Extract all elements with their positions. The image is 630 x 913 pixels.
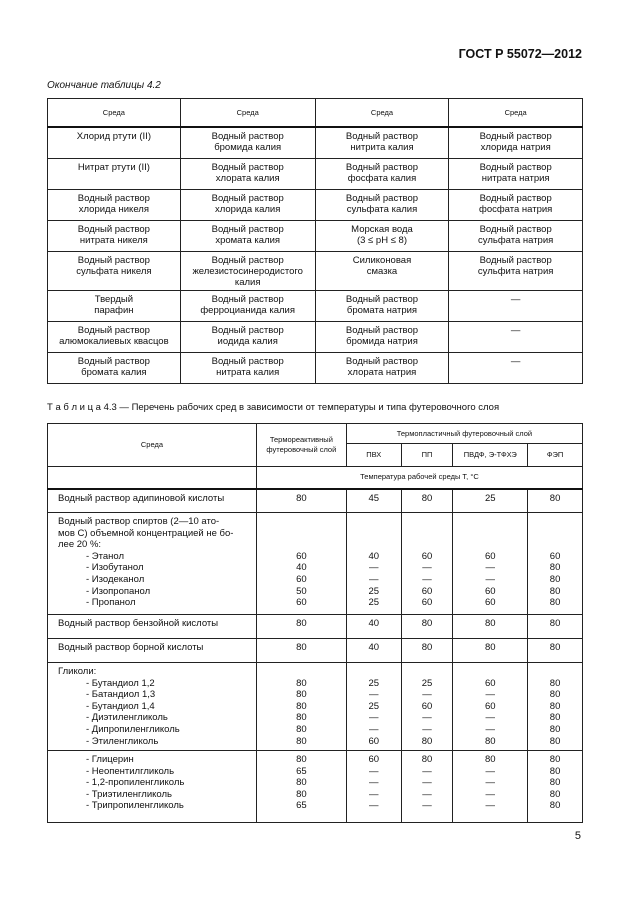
value: — xyxy=(368,712,379,724)
value: 25 xyxy=(368,700,380,712)
medium-line: - Этиленгликоль xyxy=(86,735,159,747)
table-cell: Водный раствор бромата калия xyxy=(48,352,181,383)
table-cell: Водный раствор сульфата никеля xyxy=(48,251,181,290)
value-cell xyxy=(528,513,583,615)
table-row xyxy=(48,352,583,383)
value: 80 xyxy=(549,677,561,689)
value xyxy=(528,516,582,528)
value xyxy=(402,666,453,678)
table-cell: Водный раствор хлората натрия xyxy=(315,352,449,383)
medium-line: - Триэтиленгликоль xyxy=(86,788,172,800)
value: 80 xyxy=(549,585,561,597)
value: — xyxy=(422,573,432,585)
value-cell xyxy=(528,663,583,751)
table-4-3-caption: Т а б л и ц а 4.3 — Перечень рабочих сред в зависимости от температуры и типа футеровочного слоя xyxy=(47,402,500,413)
value: 80 xyxy=(296,677,307,689)
value: — xyxy=(368,723,379,735)
table-cell: Водный раствор хромата калия xyxy=(180,220,315,251)
value: 80 xyxy=(421,492,433,504)
medium-line: - Бутандиол 1,2 xyxy=(86,677,155,689)
value: — xyxy=(485,723,496,735)
value: — xyxy=(422,689,432,701)
value: — xyxy=(368,573,379,585)
medium-line: Водный раствор бензойной кислоты xyxy=(58,618,219,629)
medium-line: мов С) объемной концентрацией не бо- xyxy=(58,527,234,539)
table-cell: Водный раствор бромида натрия xyxy=(315,321,449,352)
value: — xyxy=(368,777,379,789)
value: 80 xyxy=(296,689,307,701)
value: 60 xyxy=(368,735,380,747)
value: — xyxy=(485,800,496,812)
value-cell xyxy=(528,615,583,639)
value-cell xyxy=(528,489,583,513)
table-row xyxy=(48,489,583,513)
value-cell xyxy=(401,615,453,639)
value: 80 xyxy=(549,573,561,585)
value: — xyxy=(485,712,496,724)
value-cell xyxy=(346,513,401,615)
table-4-2-header-cell: Среда xyxy=(180,99,315,128)
medium-line: - Изодеканол xyxy=(86,573,145,585)
value: — xyxy=(422,562,432,574)
value-cell xyxy=(256,663,346,751)
table-4-3 xyxy=(47,423,583,823)
value-cell xyxy=(453,615,528,639)
value: 80 xyxy=(549,723,561,735)
value: 80 xyxy=(421,642,433,653)
value: 60 xyxy=(296,597,307,609)
value: 60 xyxy=(296,573,307,585)
value xyxy=(453,539,527,551)
document-code: ГОСТ Р 55072—2012 xyxy=(458,47,582,61)
value: 80 xyxy=(549,642,561,653)
value: 80 xyxy=(549,765,561,777)
table-cell: Нитрат ртути (II) xyxy=(48,158,181,189)
value xyxy=(528,539,582,551)
medium-line: - Батандиол 1,3 xyxy=(86,689,156,701)
medium-line: - 1,2-пропиленгликоль xyxy=(86,777,185,789)
value: 80 xyxy=(549,777,561,789)
value: 25 xyxy=(368,677,380,689)
value: 60 xyxy=(368,754,380,765)
medium-cell xyxy=(48,639,257,663)
medium-line: - Дипропиленгликоль xyxy=(86,723,180,735)
value-cell xyxy=(346,639,401,663)
value: 25 xyxy=(368,585,380,597)
table-row xyxy=(48,220,583,251)
medium-line: - Глицерин xyxy=(86,754,134,765)
table-cell: Водный раствор нитрита калия xyxy=(315,127,449,158)
value: 60 xyxy=(421,597,433,609)
value: — xyxy=(368,562,379,574)
table-row xyxy=(48,751,583,823)
value: 80 xyxy=(485,618,496,629)
value: — xyxy=(485,777,496,789)
table-cell: Водный раствор нитрата калия xyxy=(180,352,315,383)
value: 80 xyxy=(549,597,561,609)
value: 65 xyxy=(296,765,307,777)
table-cell: — xyxy=(449,352,583,383)
value-cell xyxy=(256,639,346,663)
value: — xyxy=(485,788,496,800)
table-cell: Водный раствор бромата натрия xyxy=(315,290,449,321)
table-cell: Водный раствор алюмокалиевых квасцов xyxy=(48,321,181,352)
value: 65 xyxy=(296,800,307,812)
value xyxy=(257,528,346,540)
medium-line: Водный раствор спиртов (2—10 ато- xyxy=(58,516,220,527)
value: 40 xyxy=(296,562,307,574)
value: 80 xyxy=(296,712,307,724)
value: — xyxy=(485,689,496,701)
value xyxy=(528,528,582,540)
value xyxy=(402,539,453,551)
value xyxy=(453,516,527,528)
value: 80 xyxy=(296,618,307,629)
value: — xyxy=(422,777,432,789)
value: 80 xyxy=(296,788,307,800)
value-cell xyxy=(401,751,453,823)
value: 80 xyxy=(549,754,561,765)
medium-line: - Этанол xyxy=(86,550,125,562)
table-cell: Водный раствор железистосинеродистого калия xyxy=(180,251,315,290)
header-fep: ФЭП xyxy=(528,444,583,467)
table-cell: Водный раствор хлорида натрия xyxy=(449,127,583,158)
value xyxy=(257,539,346,551)
table-cell: Силиконовая смазка xyxy=(315,251,449,290)
header-pvc: ПВХ xyxy=(346,444,401,467)
table-4-2-header-cell: Среда xyxy=(449,99,583,128)
table-cell: Водный раствор хлората калия xyxy=(180,158,315,189)
value: — xyxy=(422,712,432,724)
header-pp: ПП xyxy=(401,444,453,467)
value: 80 xyxy=(296,492,307,504)
value: 40 xyxy=(368,618,380,629)
value-cell xyxy=(346,615,401,639)
medium-line: Водный раствор борной кислоты xyxy=(58,642,204,653)
value: — xyxy=(422,765,432,777)
value: 25 xyxy=(485,492,496,504)
medium-line: - Пропанол xyxy=(86,597,136,609)
medium-line: - Изопропанол xyxy=(86,585,151,597)
table-4-2 xyxy=(47,98,583,384)
medium-cell xyxy=(48,751,257,823)
table-4-2-caption: Окончание таблицы 4.2 xyxy=(47,80,161,91)
table-cell: Водный раствор фосфата натрия xyxy=(449,189,583,220)
table-4-2-header-row xyxy=(48,99,583,128)
value: — xyxy=(485,562,496,574)
medium-line: - Изобутанол xyxy=(86,562,144,574)
value-cell xyxy=(346,663,401,751)
value: 80 xyxy=(485,754,496,765)
value: 80 xyxy=(485,735,496,747)
value-cell xyxy=(401,663,453,751)
table-row xyxy=(48,663,583,751)
value: 80 xyxy=(549,562,561,574)
table-cell: Водный раствор нитрата натрия xyxy=(449,158,583,189)
value xyxy=(453,666,527,678)
value: 80 xyxy=(421,754,433,765)
table-cell: — xyxy=(449,321,583,352)
medium-line: лее 20 %: xyxy=(58,539,102,551)
value: 80 xyxy=(549,788,561,800)
value: 80 xyxy=(485,642,496,653)
table-4-2-header-cell: Среда xyxy=(315,99,449,128)
medium-cell xyxy=(48,663,257,751)
table-row xyxy=(48,251,583,290)
value: 25 xyxy=(368,597,380,609)
value-cell xyxy=(401,489,453,513)
table-cell: Водный раствор иодида калия xyxy=(180,321,315,352)
value xyxy=(453,528,527,540)
value: 50 xyxy=(296,585,307,597)
table-cell: Водный раствор сульфата натрия xyxy=(449,220,583,251)
header-temperature: Температура рабочей среды T, °C xyxy=(256,467,582,489)
table-cell: Водный раствор нитрата никеля xyxy=(48,220,181,251)
value xyxy=(402,528,453,540)
value: 80 xyxy=(296,735,307,747)
medium-line: Гликоли: xyxy=(58,666,97,677)
value xyxy=(347,666,401,678)
value: — xyxy=(368,788,379,800)
header-pvdf: ПВДФ, Э-ТФХЭ xyxy=(453,444,528,467)
table-cell: Морская вода (3 ≤ pH ≤ 8) xyxy=(315,220,449,251)
value-cell xyxy=(256,615,346,639)
medium-cell xyxy=(48,513,257,615)
value-cell xyxy=(346,489,401,513)
table-row xyxy=(48,127,583,158)
value: 60 xyxy=(421,700,433,712)
value: 60 xyxy=(485,597,496,609)
value: 60 xyxy=(421,585,433,597)
value: 80 xyxy=(296,700,307,712)
value-cell xyxy=(528,639,583,663)
value-cell xyxy=(453,663,528,751)
table-cell: — xyxy=(449,290,583,321)
value-cell xyxy=(453,489,528,513)
medium-line: - Неопентилгликоль xyxy=(86,765,175,777)
value xyxy=(347,528,401,540)
value: 60 xyxy=(549,550,561,562)
value: 80 xyxy=(549,712,561,724)
value: 60 xyxy=(485,700,496,712)
value xyxy=(257,666,346,678)
table-4-2-header-cell: Среда xyxy=(48,99,181,128)
value: 80 xyxy=(549,700,561,712)
header-thermoplastic: Термопластичный футеровочный слой xyxy=(346,424,582,444)
value-cell xyxy=(453,513,528,615)
value: 80 xyxy=(549,689,561,701)
table-row xyxy=(48,158,583,189)
medium-line: - Трипропиленгликоль xyxy=(86,800,184,812)
value: 60 xyxy=(421,550,433,562)
value-cell xyxy=(256,513,346,615)
table-row xyxy=(48,290,583,321)
value-cell xyxy=(453,751,528,823)
value: 80 xyxy=(296,777,307,789)
value: 80 xyxy=(549,735,561,747)
value: 40 xyxy=(368,550,380,562)
value: 60 xyxy=(296,550,307,562)
table-row xyxy=(48,513,583,615)
value-cell xyxy=(346,751,401,823)
value: — xyxy=(422,723,432,735)
value xyxy=(257,516,346,528)
value: 80 xyxy=(296,754,307,765)
table-cell: Хлорид ртути (II) xyxy=(48,127,181,158)
table-row xyxy=(48,321,583,352)
table-cell: Водный раствор сульфита натрия xyxy=(449,251,583,290)
value: 80 xyxy=(421,735,433,747)
value: 60 xyxy=(485,550,496,562)
header-medium: Среда xyxy=(48,424,257,467)
table-row xyxy=(48,639,583,663)
value: — xyxy=(368,765,379,777)
medium-cell xyxy=(48,489,257,513)
value-cell xyxy=(256,751,346,823)
table-cell: Водный раствор бромида калия xyxy=(180,127,315,158)
table-cell: Твердый парафин xyxy=(48,290,181,321)
table-row xyxy=(48,615,583,639)
value: 80 xyxy=(296,642,307,653)
value: 25 xyxy=(421,677,433,689)
value xyxy=(528,666,582,678)
value: — xyxy=(485,765,496,777)
table-cell: Водный раствор фосфата калия xyxy=(315,158,449,189)
value: 80 xyxy=(549,800,561,812)
medium-line: - Диэтиленгликоль xyxy=(86,712,168,724)
value-cell xyxy=(453,639,528,663)
page-number: 5 xyxy=(574,830,581,842)
value: 80 xyxy=(421,618,433,629)
table-cell: Водный раствор ферроцианида калия xyxy=(180,290,315,321)
value: — xyxy=(368,689,379,701)
value: 45 xyxy=(368,492,380,504)
value xyxy=(347,516,401,528)
medium-line: - Бутандиол 1,4 xyxy=(86,700,155,712)
value-cell xyxy=(401,513,453,615)
value: 80 xyxy=(549,618,561,629)
value: 80 xyxy=(296,723,307,735)
value: — xyxy=(422,788,432,800)
value xyxy=(347,539,401,551)
value: — xyxy=(422,800,432,812)
value-cell xyxy=(256,489,346,513)
value: 80 xyxy=(549,492,561,504)
value: 40 xyxy=(368,642,380,653)
table-cell: Водный раствор сульфата калия xyxy=(315,189,449,220)
table-cell: Водный раствор хлорида калия xyxy=(180,189,315,220)
table-cell: Водный раствор хлорида никеля xyxy=(48,189,181,220)
value-cell xyxy=(401,639,453,663)
value: 60 xyxy=(485,585,496,597)
value-cell xyxy=(528,751,583,823)
medium-cell xyxy=(48,615,257,639)
value: — xyxy=(368,800,379,812)
table-row xyxy=(48,189,583,220)
medium-line: Водный раствор адипиновой кислоты xyxy=(58,492,225,504)
value xyxy=(402,516,453,528)
value: 60 xyxy=(485,677,496,689)
header-thermoreactive: Термореактивный футеровочный слой xyxy=(256,424,346,467)
value: — xyxy=(485,573,496,585)
